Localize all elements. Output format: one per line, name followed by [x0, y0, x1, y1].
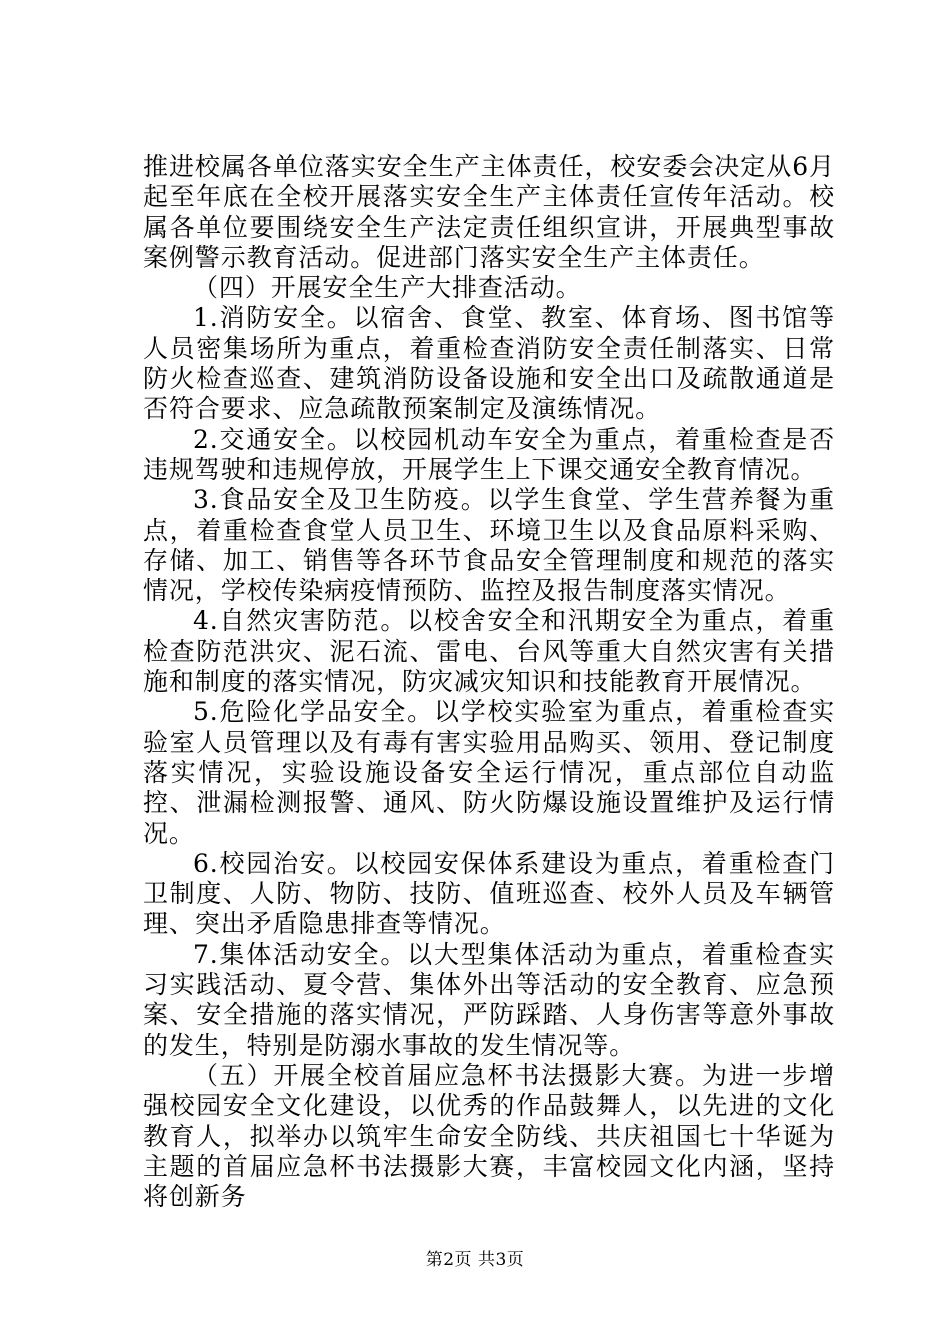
paragraph-campus-security: 6.校园治安。以校园安保体系建设为重点，着重检查门卫制度、人防、物防、技防、值班巡查、校外人员及车辆管理、突出矛盾隐患排查等情况。	[143, 848, 835, 939]
page-number: 第2页 共3页	[425, 1250, 525, 1270]
paragraph-fire-safety: 1.消防安全。以宿舍、食堂、教室、体育场、图书馆等人员密集场所为重点，着重检查消防安全责任制落实、日常防火检查巡查、建筑消防设备设施和安全出口及疏散通道是否符合要求、应急疏散预案制定及演练情况。	[143, 303, 835, 424]
paragraph-food-safety: 3.食品安全及卫生防疫。以学生食堂、学生营养餐为重点，着重检查食堂人员卫生、环境卫生以及食品原料采购、存储、加工、销售等各环节食品安全管理制度和规范的落实情况，学校传染病疫情预防、监控及报告制度落实情况。	[143, 485, 835, 606]
paragraph-hazardous-chemicals: 5.危险化学品安全。以学校实验室为重点，着重检查实验室人员管理以及有毒有害实验用品购买、领用、登记制度落实情况，实验设施设备安全运行情况，重点部位自动监控、泄漏检测报警、通风、防火防爆设施设置维护及运行情况。	[143, 697, 835, 848]
section-heading-5: （五）开展全校首届应急杯书法摄影大赛。为进一步增强校园安全文化建设，以优秀的作品鼓舞人，以先进的文化教育人，拟举办以筑牢生命安全防线、共庆祖国七十华诞为主题的首届应急杯书法摄影大赛，丰富校园文化内涵，坚持将创新务	[143, 1060, 835, 1212]
paragraph-group-activity: 7.集体活动安全。以大型集体活动为重点，着重检查实习实践活动、夏令营、集体外出等活动的安全教育、应急预案、安全措施的落实情况，严防踩踏、人身伤害等意外事故的发生，特别是防溺水事故的发生情况等。	[143, 939, 835, 1060]
paragraph-continuation: 推进校属各单位落实安全生产主体责任，校安委会决定从6月起至年底在全校开展落实安全生产主体责任宣传年活动。校属各单位要围绕安全生产法定责任组织宣讲，开展典型事故案例警示教育活动。促进部门落实安全生产主体责任。	[143, 152, 835, 272]
document-body	[143, 152, 835, 1212]
paragraph-natural-disaster: 4.自然灾害防范。以校舍安全和汛期安全为重点，着重检查防范洪灾、泥石流、雷电、台风等重大自然灾害有关措施和制度的落实情况，防灾减灾知识和技能教育开展情况。	[143, 606, 835, 697]
section-heading-4: （四）开展安全生产大排查活动。	[193, 273, 582, 303]
paragraph-traffic-safety: 2.交通安全。以校园机动车安全为重点，着重检查是否违规驾驶和违规停放，开展学生上下课交通安全教育情况。	[143, 424, 835, 484]
